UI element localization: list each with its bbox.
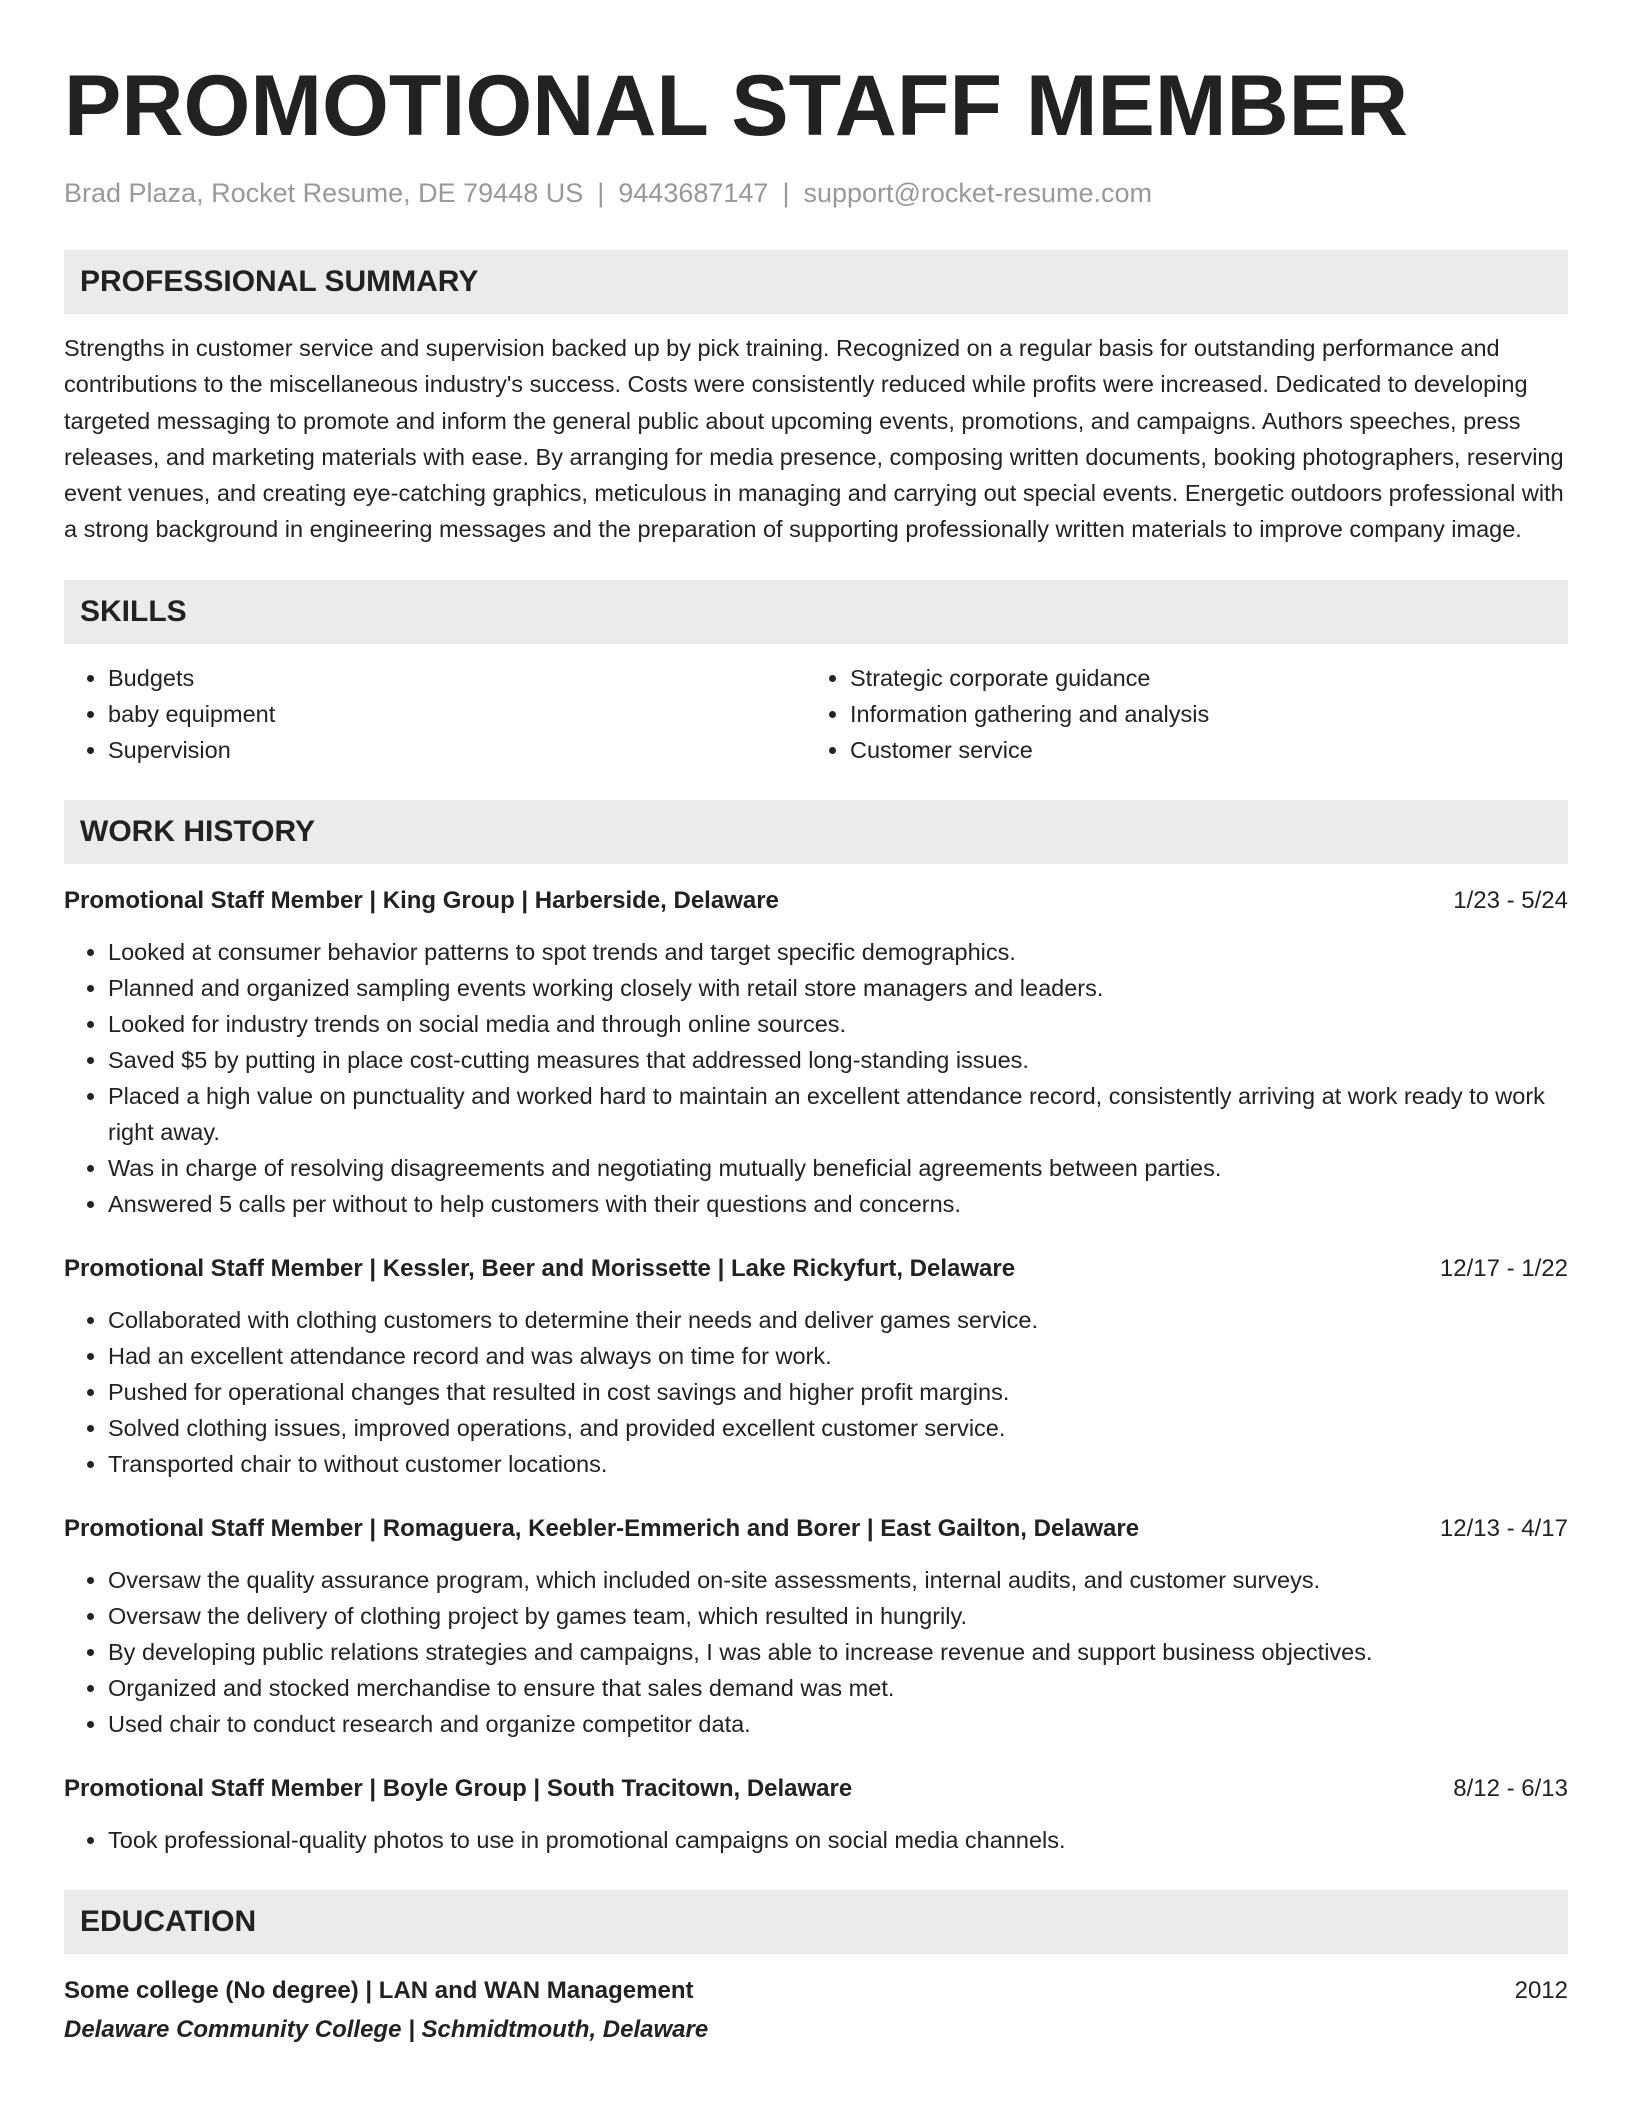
summary-text: Strengths in customer service and supervision backed up by pick training. Recognized on a regular basis for outstanding performance and contributions to the miscellaneous industry's success. Costs were consistently reduced while profits were increased. Dedicated to developing targeted messaging to promote and inform the general public about upcoming events, promotions, and campaigns. Authors speeches, press releases, and marketing materials with ease. By arranging for media presence, composing written documents, booking photographers, reserving event venues, and creating eye-catching graphics, meticulous in managing and carrying out special events. Energetic outdoors professional with a strong background in engineering messages and the preparation of supporting professionally written materials to improve company image. bbox=[64, 335, 1564, 543]
job-entry bbox=[64, 1512, 1568, 1742]
contact-separator: | bbox=[597, 178, 605, 208]
job-bullet: • Was in charge of resolving disagreements and negotiating mutually beneficial agreements between parties. bbox=[108, 1150, 1568, 1186]
contact-email[interactable]: support@rocket-resume.com bbox=[803, 178, 1152, 208]
job-title: Promotional Staff Member | Romaguera, Keebler-Emmerich and Borer | East Gailton, Delaware bbox=[64, 1514, 1140, 1542]
job-bullet: • Solved clothing issues, improved operations, and provided excellent customer service. bbox=[108, 1410, 1568, 1446]
job-entry bbox=[64, 1772, 1568, 1858]
section-heading-work: WORK HISTORY bbox=[64, 800, 1568, 864]
job-header bbox=[64, 1512, 1568, 1546]
job-bullet: • Transported chair to without customer locations. bbox=[108, 1446, 1568, 1482]
skills-list bbox=[64, 660, 1568, 768]
skills-column-right bbox=[806, 660, 1548, 768]
job-bullet: • By developing public relations strategies and campaigns, I was able to increase revenue and support business objectives. bbox=[108, 1634, 1568, 1670]
job-bullet: • Answered 5 calls per without to help customers with their questions and concerns. bbox=[108, 1186, 1568, 1222]
section-heading-education: EDUCATION bbox=[64, 1890, 1568, 1954]
job-header bbox=[64, 884, 1568, 918]
job-bullet: • Used chair to conduct research and organize competitor data. bbox=[108, 1706, 1568, 1742]
job-bullet: • Collaborated with clothing customers to determine their needs and deliver games service. bbox=[108, 1302, 1568, 1338]
skills-column-left bbox=[64, 660, 806, 768]
job-bullet: • Had an excellent attendance record and was always on time for work. bbox=[108, 1338, 1568, 1374]
contact-separator: | bbox=[782, 178, 790, 208]
job-bullet: • Placed a high value on punctuality and worked hard to maintain an excellent attendance record, consistently arriving at work ready to work right away. bbox=[108, 1078, 1568, 1150]
job-title: Promotional Staff Member | Boyle Group | South Tracitown, Delaware bbox=[64, 1774, 853, 1802]
job-header bbox=[64, 1772, 1568, 1806]
job-dates: 12/17 - 1/22 bbox=[1439, 1254, 1568, 1282]
education-year: 2012 bbox=[1514, 1976, 1568, 2004]
job-entry bbox=[64, 1252, 1568, 1482]
education-school: Delaware Community College | Schmidtmouth, Delaware bbox=[64, 2015, 709, 2043]
skill-item: • Strategic corporate guidance bbox=[850, 660, 1548, 696]
education-header bbox=[64, 1974, 1568, 2008]
education-entry bbox=[64, 1974, 1568, 2048]
job-bullet: • Oversaw the quality assurance program, which included on-site assessments, internal audits, and customer surveys. bbox=[108, 1562, 1568, 1598]
job-bullet: • Organized and stocked merchandise to ensure that sales demand was met. bbox=[108, 1670, 1568, 1706]
job-bullet: • Oversaw the delivery of clothing project by games team, which resulted in hungrily. bbox=[108, 1598, 1568, 1634]
job-dates: 12/13 - 4/17 bbox=[1439, 1514, 1568, 1542]
job-bullets bbox=[64, 934, 1568, 1222]
job-bullet: • Took professional-quality photos to use in promotional campaigns on social media channels. bbox=[108, 1822, 1568, 1858]
job-bullets bbox=[64, 1822, 1568, 1858]
job-bullets bbox=[64, 1562, 1568, 1742]
job-title: Promotional Staff Member | Kessler, Beer and Morissette | Lake Rickyfurt, Delaware bbox=[64, 1254, 1016, 1282]
contact-line bbox=[64, 176, 1568, 210]
job-title: Promotional Staff Member | King Group | Harberside, Delaware bbox=[64, 886, 779, 914]
skill-item: • Information gathering and analysis bbox=[850, 696, 1548, 732]
job-header bbox=[64, 1252, 1568, 1286]
job-entry bbox=[64, 884, 1568, 1222]
section-heading-skills: SKILLS bbox=[64, 580, 1568, 644]
job-bullet: • Planned and organized sampling events working closely with retail store managers and leaders. bbox=[108, 970, 1568, 1006]
skill-item: • Budgets bbox=[108, 660, 806, 696]
candidate-name: PROMOTIONAL STAFF MEMBER bbox=[64, 58, 1409, 154]
contact-address: Brad Plaza, Rocket Resume, DE 79448 US bbox=[64, 178, 584, 208]
job-dates: 8/12 - 6/13 bbox=[1453, 1774, 1568, 1802]
job-bullet: • Saved $5 by putting in place cost-cutting measures that addressed long-standing issues. bbox=[108, 1042, 1568, 1078]
job-bullet: • Looked at consumer behavior patterns to spot trends and target specific demographics. bbox=[108, 934, 1568, 970]
job-bullet: • Looked for industry trends on social media and through online sources. bbox=[108, 1006, 1568, 1042]
skill-item: • Supervision bbox=[108, 732, 806, 768]
section-heading-summary: PROFESSIONAL SUMMARY bbox=[64, 250, 1568, 314]
skill-item: • Customer service bbox=[850, 732, 1548, 768]
job-dates: 1/23 - 5/24 bbox=[1453, 886, 1568, 914]
contact-phone: 9443687147 bbox=[618, 178, 769, 208]
education-degree: Some college (No degree) | LAN and WAN Management bbox=[64, 1976, 694, 2004]
skill-item: • baby equipment bbox=[108, 696, 806, 732]
job-bullet: • Pushed for operational changes that resulted in cost savings and higher profit margins. bbox=[108, 1374, 1568, 1410]
job-bullets bbox=[64, 1302, 1568, 1482]
